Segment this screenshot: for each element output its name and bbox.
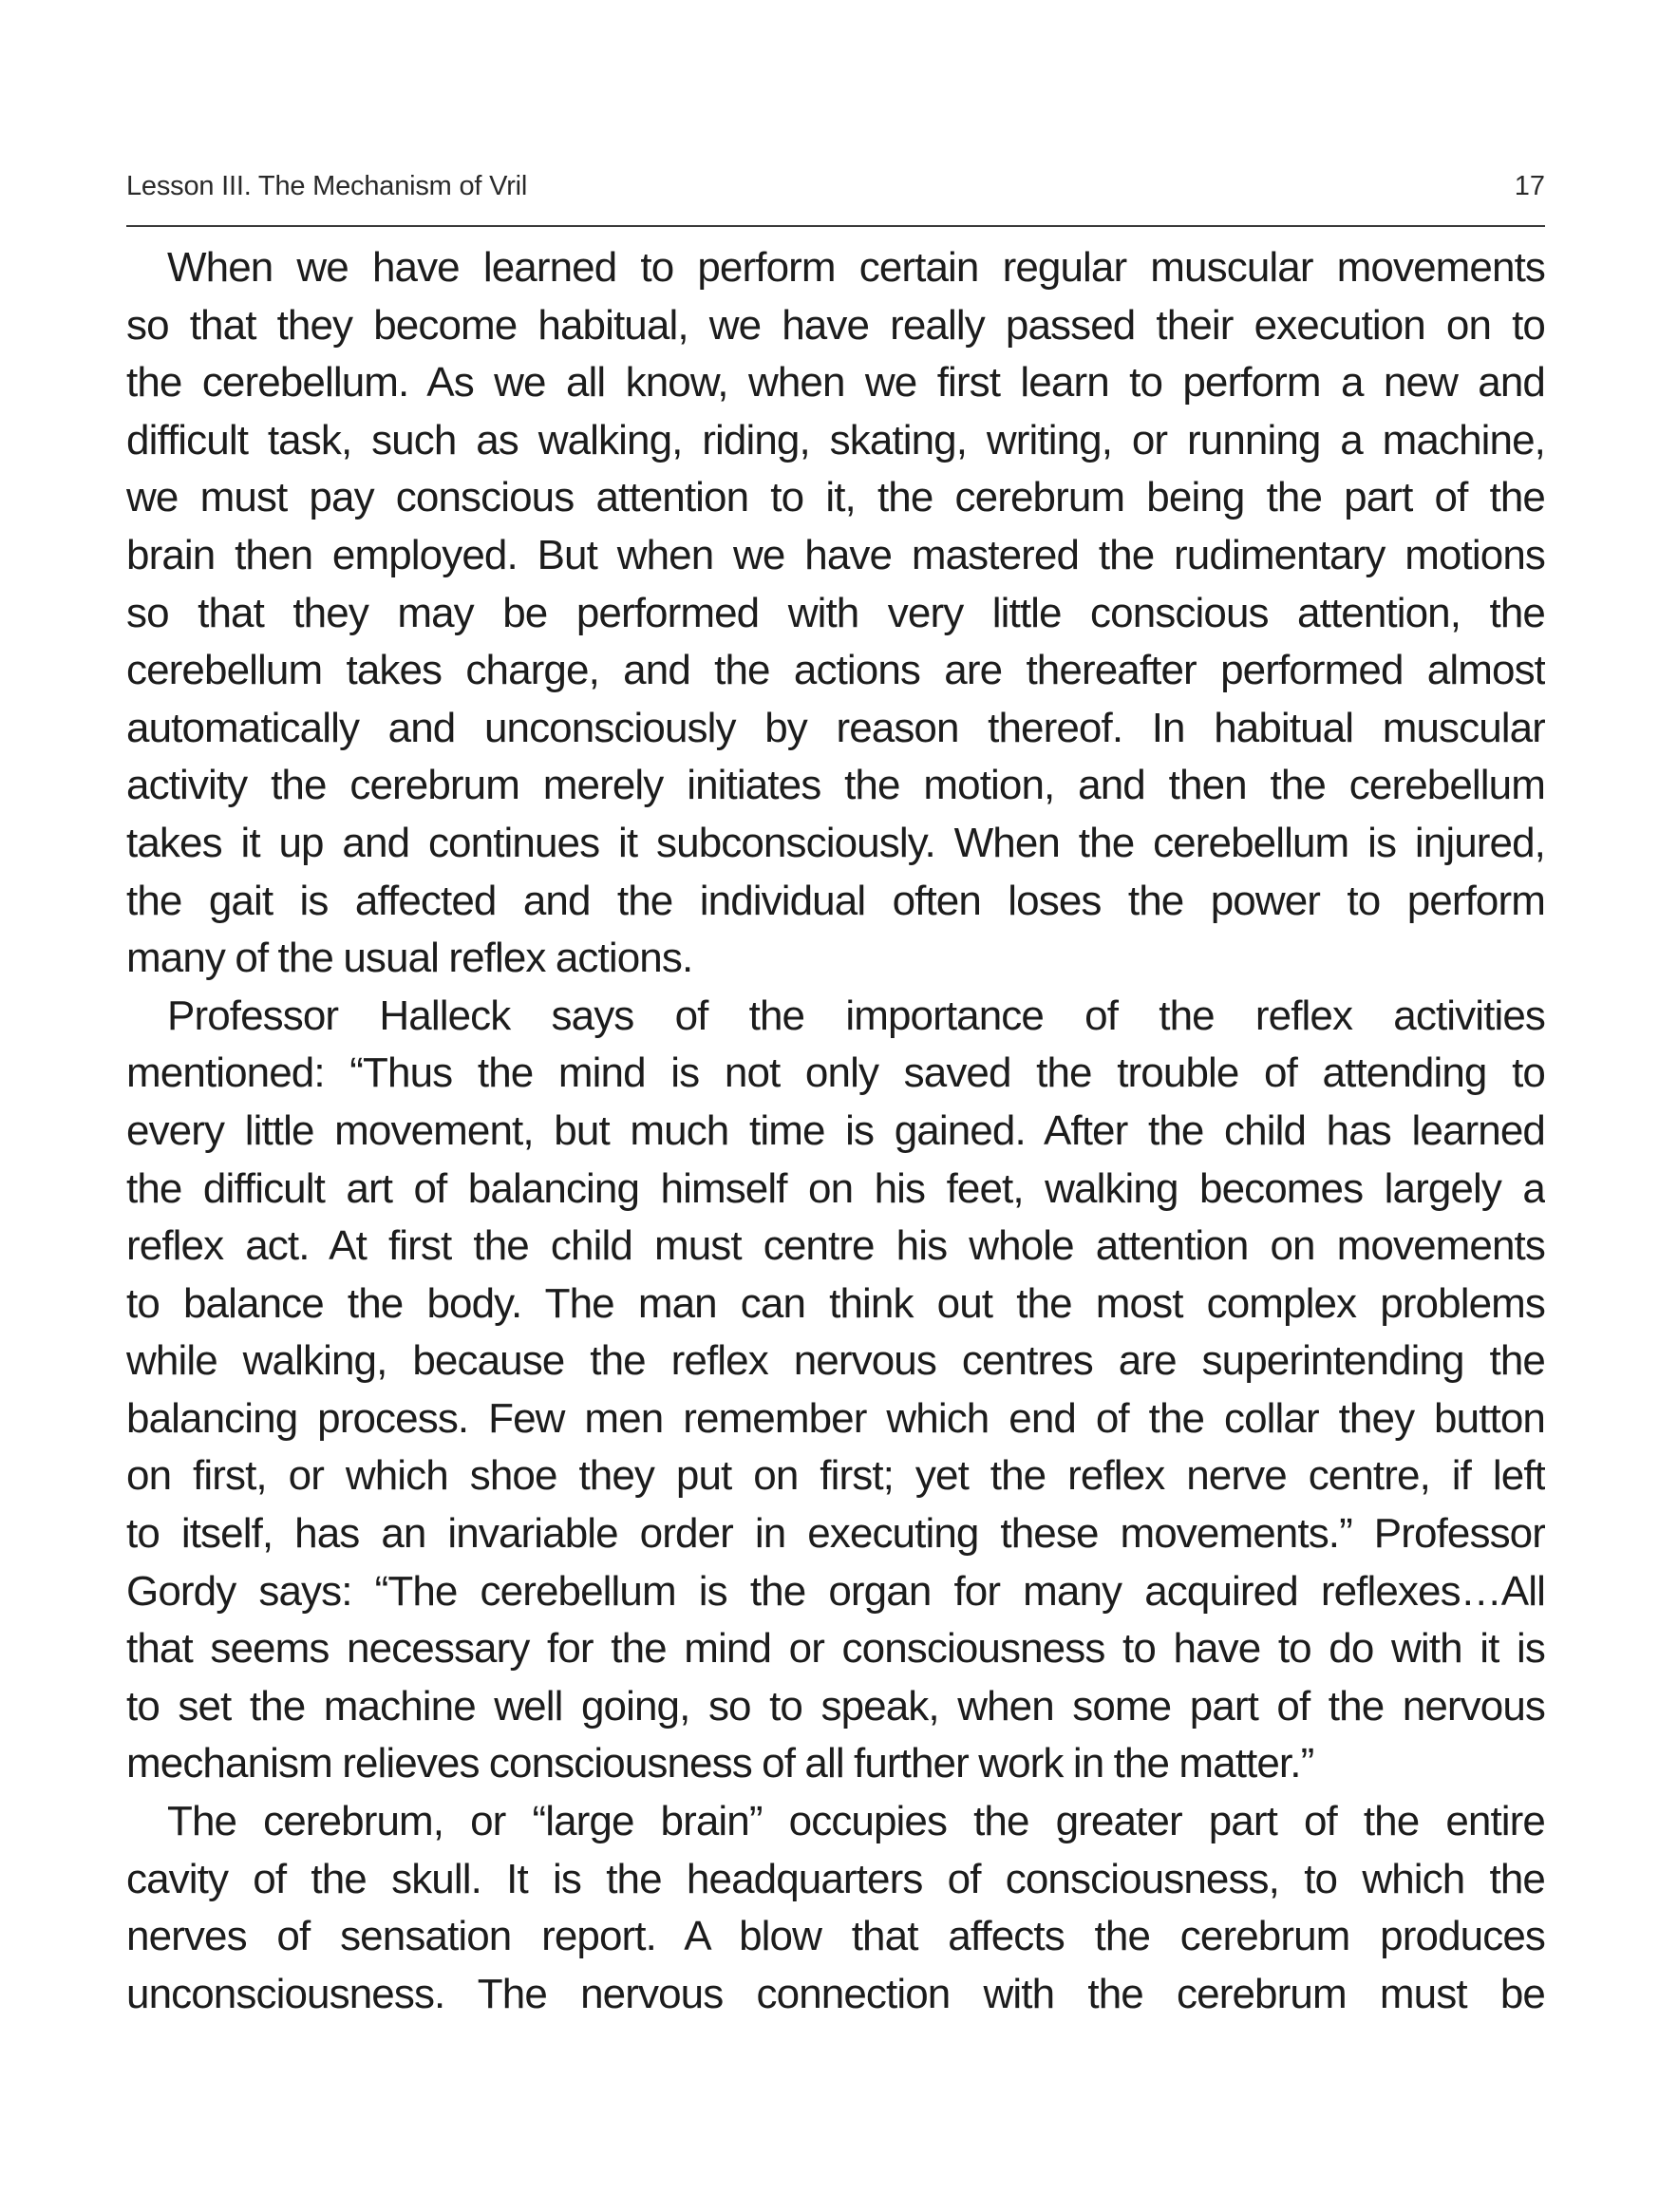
text-line: unconsciousness. The nervous connection with the cerebrum must be [126,1970,1545,2017]
text-line: mechanism relieves consciousness of all further work in the matter.” [126,1740,1314,1787]
text-line: Gordy says: “The cerebellum is the organ for many acquired reflexes…All [126,1567,1545,1615]
text-line: we must pay conscious attention to it, the cerebrum being the part of the [126,474,1545,521]
text-line: on first, or which shoe they put on first; yet the reflex nerve centre, if left [126,1452,1545,1500]
text-line: Professor Halleck says of the importance of the reflex activities [167,992,1545,1039]
text-line: The cerebrum, or “large brain” occupies the greater part of the entire [167,1798,1545,1845]
text-line: When we have learned to perform certain regular muscular movements [167,244,1545,291]
text-line: the cerebellum. As we all know, when we first learn to perform a new and [126,359,1545,406]
running-header [126,167,1545,205]
text-line: cavity of the skull. It is the headquarters of consciousness, to which the [126,1855,1545,1902]
running-title: Lesson III. The Mechanism of Vril [126,171,528,201]
text-line: takes it up and continues it subconsciously. When the cerebellum is injured, [126,819,1545,866]
paragraph-2 [126,988,1545,1793]
text-line: while walking, because the reflex nervous centres are superintending the [126,1337,1545,1385]
text-line: to set the machine well going, so to speak, when some part of the nervous [126,1682,1545,1730]
text-line: the difficult art of balancing himself on his feet, walking becomes largely a [126,1164,1545,1212]
text-line: balancing process. Few men remember which end of the collar they button [126,1394,1545,1442]
paragraph-3 [126,1793,1545,2023]
text-line: brain then employed. But when we have mastered the rudimentary motions [126,531,1545,578]
page-number: 17 [1514,171,1545,201]
text-line: many of the usual reflex actions. [126,935,693,982]
text-line: every little movement, but much time is gained. After the child has learned [126,1106,1545,1154]
text-line: the gait is affected and the individual often loses the power to perform [126,877,1545,924]
paragraph-1 [126,239,1545,988]
body-text [126,239,1545,2023]
text-line: difficult task, such as walking, riding, skating, writing, or running a machine, [126,416,1545,463]
text-line: mentioned: “Thus the mind is not only saved the trouble of attending to [126,1049,1545,1097]
text-line: to balance the body. The man can think out the most complex problems [126,1279,1545,1327]
text-line: reflex act. At first the child must centre his whole attention on movements [126,1222,1545,1270]
text-line: activity the cerebrum merely initiates the motion, and then the cerebellum [126,762,1545,809]
text-line: nerves of sensation report. A blow that affects the cerebrum produces [126,1913,1545,1960]
text-line: that seems necessary for the mind or consciousness to have to do with it is [126,1625,1545,1673]
text-line: automatically and unconsciously by reason thereof. In habitual muscular [126,704,1545,751]
text-line: so that they may be performed with very little conscious attention, the [126,589,1545,636]
header-divider [126,225,1545,227]
text-line: so that they become habitual, we have really passed their execution on to [126,301,1545,349]
text-line: to itself, has an invariable order in executing these movements.” Professor [126,1510,1545,1558]
text-line: cerebellum takes charge, and the actions are thereafter performed almost [126,647,1545,694]
